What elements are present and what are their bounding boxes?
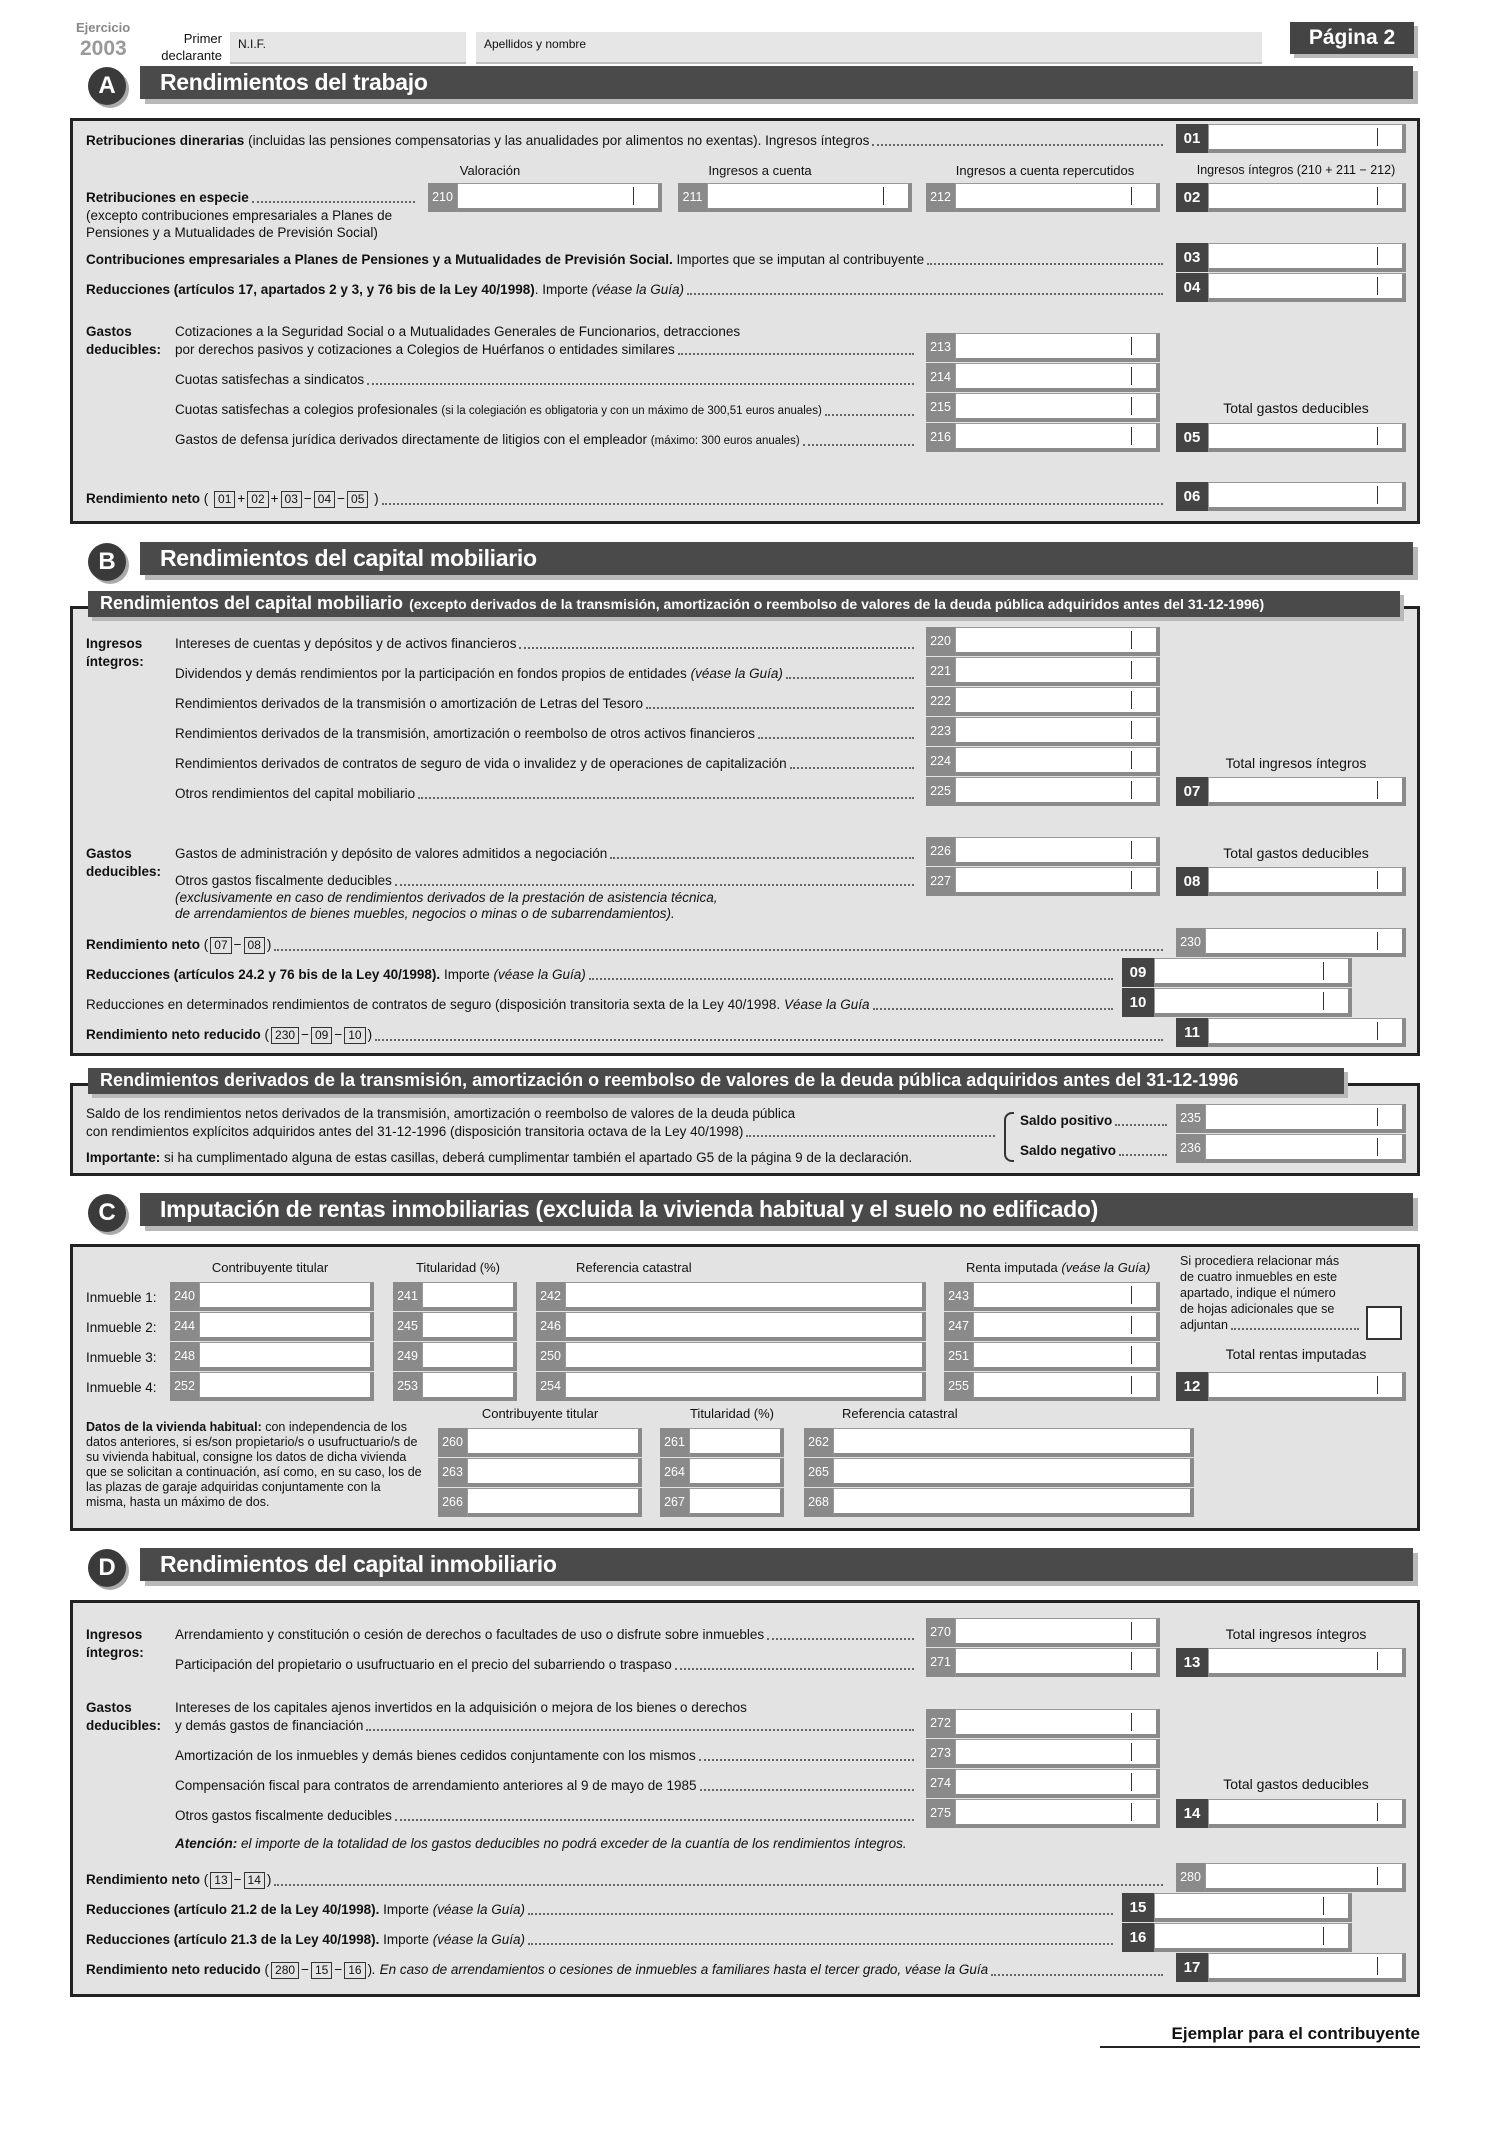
section-d-badge: D [88, 1549, 126, 1587]
viv-col-titularidad: Titularidad (%) [689, 1406, 775, 1421]
section-b-title: Rendimientos del capital mobiliario [140, 542, 1413, 575]
section-b2-subtitle: Rendimientos derivados de la transmisión, amortización o reembolso de valores de la deuda pública adquiridos antes del 31-12-1996 [88, 1068, 1344, 1094]
ingresos-b-l1: Ingresos [86, 636, 143, 651]
field-235[interactable]: 235 [1176, 1104, 1406, 1133]
ingresos-d-l2: íntegros: [86, 1645, 144, 1660]
section-c-title: Imputación de rentas inmobiliarias (excluida la vivienda habitual y el suelo no edificado) [140, 1193, 1413, 1226]
row-04-label: Reducciones (artículos 17, apartados 2 y 3, y 76 bis de la Ley 40/1998). Importe (véase la Guía) [86, 282, 1166, 298]
atencion-note: Atención: el importe de la totalidad de los gastos deducibles no podrá exceder de la cuantía de los rendimientos íntegros. [175, 1836, 907, 1851]
gastos-d-l1: Gastos [86, 1700, 132, 1715]
field-261[interactable]: 261 [660, 1428, 784, 1457]
field-11[interactable]: 11 [1176, 1018, 1406, 1047]
field-09[interactable]: 09 [1122, 958, 1352, 987]
field-268[interactable]: 268 [804, 1488, 1194, 1517]
field-226[interactable]: 226 [926, 837, 1160, 866]
row-06-label: Rendimiento neto ( 01 + 02 + 03 − 04 − 05 ) [86, 491, 1166, 508]
row-273-label: Amortización de los inmuebles y demás bienes cedidos conjuntamente con los mismos [175, 1748, 917, 1764]
field-04[interactable]: 04 [1176, 273, 1406, 302]
total-gastos-b-label: Total gastos deducibles [1223, 845, 1369, 861]
section-c-badge: C [88, 1194, 126, 1232]
total-ingresos-d-label: Total ingresos íntegros [1225, 1626, 1367, 1642]
field-224[interactable]: 224 [926, 747, 1160, 776]
row-216-label: Gastos de defensa jurídica derivados directamente de litigios con el empleador (máximo: 300 euros anuales) [175, 432, 917, 449]
gastos-a-label1: Gastos [86, 324, 132, 339]
field-12[interactable]: 12 [1176, 1372, 1406, 1401]
hojas-adicionales-input[interactable] [1366, 1306, 1402, 1340]
field-275[interactable]: 275 [926, 1799, 1160, 1828]
field-260[interactable]: 260 [438, 1428, 642, 1457]
row-09-label: Reducciones (artículos 24.2 y 76 bis de la Ley 40/1998). Importe (véase la Guía) [86, 967, 1116, 983]
c-col-renta: Renta imputada (veáse la Guía) [966, 1260, 1151, 1275]
footer-ejemplar: Ejemplar para el contribuyente [1100, 2024, 1420, 2048]
row-230-label: Rendimiento neto ( 07 − 08 ) [86, 937, 1166, 954]
field-236[interactable]: 236 [1176, 1134, 1406, 1163]
row-270-label: Arrendamiento y constitución o cesión de derechos o facultades de uso o disfrute sobre inmuebles [175, 1627, 917, 1643]
c-side-note5: adjuntan [1180, 1318, 1362, 1333]
field-262[interactable]: 262 [804, 1428, 1194, 1457]
field-267[interactable]: 267 [660, 1488, 784, 1517]
row-11-label: Rendimiento neto reducido ( 230 − 09 − 10 ) [86, 1027, 1166, 1044]
field-215[interactable]: 215 [926, 393, 1160, 422]
row-271-label: Participación del propietario o usufructuario en el precio del subarriendo o traspaso [175, 1657, 917, 1673]
row-215-label: Cuotas satisfechas a colegios profesionales (si la colegiación es obligatoria y con un máximo de 300,51 euros anuales) [175, 402, 917, 419]
inmueble-1-label: Inmueble 1: [86, 1290, 157, 1305]
field-241[interactable]: 241 [393, 1282, 517, 1311]
nif-label: N.I.F. [238, 37, 267, 51]
field-17[interactable]: 17 [1176, 1953, 1406, 1982]
field-270[interactable]: 270 [926, 1618, 1160, 1647]
ejercicio-year: 2003 [80, 37, 127, 60]
col-ingresos-cuenta: Ingresos a cuenta [708, 163, 812, 178]
ejercicio-label: Ejercicio [76, 20, 131, 35]
field-253[interactable]: 253 [393, 1372, 517, 1401]
c-col-titularidad: Titularidad (%) [415, 1260, 501, 1275]
row-213-l1: Cotizaciones a la Seguridad Social o a Mutualidades Generales de Funcionarios, detracciones [175, 324, 741, 339]
field-264[interactable]: 264 [660, 1458, 784, 1487]
ingresos-b-l2: íntegros: [86, 654, 144, 669]
c-side-note1: Si procediera relacionar más [1180, 1254, 1340, 1268]
field-214[interactable]: 214 [926, 363, 1160, 392]
c-side-note3: apartado, indique el número [1180, 1286, 1336, 1300]
field-03[interactable]: 03 [1176, 243, 1406, 272]
row-10-label: Reducciones en determinados rendimientos de contratos de seguro (disposición transitoria sexta de la Ley 40/1998. Véase la Guía [86, 997, 1116, 1013]
row-15-label: Reducciones (artículo 21.2 de la Ley 40/1998). Importe (véase la Guía) [86, 1902, 1116, 1918]
deuda-importante: Importante: si ha cumplimentado alguna de estas casillas, deberá cumplimentar también el apartado G5 de la página 9 de la declaración. [86, 1150, 913, 1165]
row-222-label: Rendimientos derivados de la transmisión o amortización de Letras del Tesoro [175, 696, 917, 712]
row-272-l1: Intereses de los capitales ajenos invertidos en la adquisición o mejora de los bienes o derechos [175, 1700, 747, 1715]
c-col-contribuyente: Contribuyente titular [211, 1260, 329, 1275]
section-b-badge: B [88, 543, 126, 581]
field-255[interactable]: 255 [944, 1372, 1160, 1401]
nif-field[interactable] [230, 32, 466, 64]
row-16-label: Reducciones (artículo 21.3 de la Ley 40/1998). Importe (véase la Guía) [86, 1932, 1116, 1948]
field-222[interactable]: 222 [926, 687, 1160, 716]
total-rentas-label: Total rentas imputadas [1225, 1346, 1367, 1362]
field-08[interactable]: 08 [1176, 867, 1406, 896]
gastos-b-l2: deducibles: [86, 864, 162, 879]
deuda-line2: con rendimientos explícitos adquiridos antes del 31-12-1996 (disposición transitoria octava de la Ley 40/1998) [86, 1124, 998, 1140]
row-especie-label: Retribuciones en especie [86, 190, 418, 206]
total-ingresos-b-label: Total ingresos íntegros [1225, 755, 1367, 771]
field-248[interactable]: 248 [170, 1342, 374, 1371]
deuda-line1: Saldo de los rendimientos netos derivados de la transmisión, amortización o reembolso de valores de la deuda pública [86, 1106, 796, 1121]
field-07[interactable]: 07 [1176, 777, 1406, 806]
field-250[interactable]: 250 [536, 1342, 926, 1371]
gastos-a-label2: deducibles: [86, 342, 162, 357]
inmueble-3-label: Inmueble 3: [86, 1350, 157, 1365]
field-240[interactable]: 240 [170, 1282, 374, 1311]
nombre-label: Apellidos y nombre [484, 37, 587, 51]
field-242[interactable]: 242 [536, 1282, 926, 1311]
row-214-label: Cuotas satisfechas a sindicatos [175, 372, 917, 388]
field-251[interactable]: 251 [944, 1342, 1160, 1371]
row-01-label: Retribuciones dinerarias (incluidas las pensiones compensatorias y las anualidades por alimentos no exentas). Ingresos íntegros [86, 133, 1166, 149]
page-number: Página 2 [1290, 22, 1414, 54]
row-221-label: Dividendos y demás rendimientos por la participación en fondos propios de entidades (véase la Guía) [175, 666, 917, 682]
gastos-b-l1: Gastos [86, 846, 132, 861]
nombre-field[interactable] [476, 32, 1262, 64]
inmueble-2-label: Inmueble 2: [86, 1320, 157, 1335]
field-244[interactable]: 244 [170, 1312, 374, 1341]
field-274[interactable]: 274 [926, 1769, 1160, 1798]
field-15[interactable]: 15 [1122, 1893, 1352, 1922]
saldo-negativo-label: Saldo negativo [1020, 1143, 1170, 1159]
field-211[interactable]: 211 [678, 183, 912, 212]
row-220-label: Intereses de cuentas y depósitos y de activos financieros [175, 636, 917, 652]
row-213-l2: por derechos pasivos y cotizaciones a Colegios de Huérfanos o entidades similares [175, 342, 917, 358]
field-16[interactable]: 16 [1122, 1923, 1352, 1952]
field-13[interactable]: 13 [1176, 1648, 1406, 1677]
total-gastos-a-label: Total gastos deducibles [1223, 400, 1369, 416]
c-side-note4: de hojas adicionales que se [1180, 1302, 1335, 1316]
row-227-note2: de arrendamientos de bienes muebles, negocios o minas o de subarrendamientos). [175, 906, 675, 921]
field-213[interactable]: 213 [926, 333, 1160, 362]
row-224-label: Rendimientos derivados de contratos de seguro de vida o invalidez y de operaciones de capitalización [175, 756, 917, 772]
field-216[interactable]: 216 [926, 423, 1160, 452]
inmueble-4-label: Inmueble 4: [86, 1380, 157, 1395]
row-225-label: Otros rendimientos del capital mobiliario [175, 786, 917, 802]
field-220[interactable]: 220 [926, 627, 1160, 656]
field-02[interactable]: 02 [1176, 183, 1406, 212]
field-273[interactable]: 273 [926, 1739, 1160, 1768]
section-b1-subtitle: Rendimientos del capital mobiliario (excepto derivados de la transmisión, amortización o reembolso de valores de la deuda pública adquiridos antes del 31-12-1996) [88, 591, 1400, 617]
row-227-note1: (exclusivamente en caso de rendimientos derivados de la prestación de asistencia técnica, [175, 890, 718, 905]
col-ingresos-repercutidos: Ingresos a cuenta repercutidos [955, 163, 1135, 178]
field-246[interactable]: 246 [536, 1312, 926, 1341]
row-especie-l3: Pensiones y a Mutualidades de Previsión Social) [86, 225, 378, 240]
field-225[interactable]: 225 [926, 777, 1160, 806]
row-03-label: Contribuciones empresariales a Planes de Pensiones y a Mutualidades de Previsión Social. Importes que se imputan al contribuyente [86, 252, 1166, 268]
row-280-label: Rendimiento neto ( 13 − 14 ) [86, 1872, 1166, 1889]
field-10[interactable]: 10 [1122, 988, 1352, 1017]
field-271[interactable]: 271 [926, 1648, 1160, 1677]
section-a-title: Rendimientos del trabajo [140, 66, 1413, 99]
field-254[interactable]: 254 [536, 1372, 926, 1401]
c-col-referencia: Referencia catastral [576, 1260, 692, 1275]
viv-col-contribuyente: Contribuyente titular [481, 1406, 599, 1421]
section-d-title: Rendimientos del capital inmobiliario [140, 1548, 1413, 1581]
col-valoracion: Valoración [459, 163, 521, 178]
col-ingresos-integros: Ingresos íntegros (210 + 211 − 212) [1196, 163, 1396, 177]
field-14[interactable]: 14 [1176, 1799, 1406, 1828]
field-280[interactable]: 280 [1176, 1863, 1406, 1892]
field-245[interactable]: 245 [393, 1312, 517, 1341]
field-05[interactable]: 05 [1176, 423, 1406, 452]
row-17-label: Rendimiento neto reducido ( 280 − 15 − 16 ). En caso de arrendamientos o cesiones de inmuebles a familiares hasta el tercer grado, véase la Guía [86, 1962, 1166, 1979]
vivienda-habitual-note: Datos de la vivienda habitual: con independencia de los datos anteriores, si es/son propietario/s o usufructuario/s de su vivienda habitual, consigne los datos de dicha vivienda que se solicitan a continuación, así como, en su caso, los de las plazas de garaje adquiridas conjuntamente con la misma, hasta un máximo de dos. [86, 1420, 422, 1509]
row-274-label: Compensación fiscal para contratos de arrendamiento anteriores al 9 de mayo de 1985 [175, 1778, 917, 1794]
section-a-badge: A [88, 67, 126, 105]
total-gastos-d-label: Total gastos deducibles [1223, 1776, 1369, 1792]
gastos-d-l2: deducibles: [86, 1718, 162, 1733]
row-275-label: Otros gastos fiscalmente deducibles [175, 1808, 917, 1824]
field-247[interactable]: 247 [944, 1312, 1160, 1341]
field-212[interactable]: 212 [926, 183, 1160, 212]
field-249[interactable]: 249 [393, 1342, 517, 1371]
field-01[interactable]: 01 [1176, 124, 1406, 153]
field-06[interactable]: 06 [1176, 482, 1406, 511]
declarante-label: Primer declarante [161, 31, 222, 63]
field-223[interactable]: 223 [926, 717, 1160, 746]
field-272[interactable]: 272 [926, 1709, 1160, 1738]
saldo-positivo-label: Saldo positivo [1020, 1113, 1170, 1129]
field-266[interactable]: 266 [438, 1488, 642, 1517]
section-a-panel [70, 118, 1420, 524]
row-227-label: Otros gastos fiscalmente deducibles [175, 873, 917, 889]
field-252[interactable]: 252 [170, 1372, 374, 1401]
field-230[interactable]: 230 [1176, 928, 1406, 957]
field-227[interactable]: 227 [926, 867, 1160, 896]
field-265[interactable]: 265 [804, 1458, 1194, 1487]
row-223-label: Rendimientos derivados de la transmisión, amortización o reembolso de otros activos financieros [175, 726, 917, 742]
field-221[interactable]: 221 [926, 657, 1160, 686]
field-243[interactable]: 243 [944, 1282, 1160, 1311]
viv-col-referencia: Referencia catastral [842, 1406, 958, 1421]
row-especie-l2: (excepto contribuciones empresariales a Planes de [86, 208, 393, 223]
saldo-brace [1004, 1112, 1014, 1162]
ingresos-d-l1: Ingresos [86, 1627, 143, 1642]
c-side-note2: de cuatro inmuebles en este [1180, 1270, 1338, 1284]
row-272-l2: y demás gastos de financiación [175, 1718, 917, 1734]
row-226-label: Gastos de administración y depósito de valores admitidos a negociación [175, 846, 917, 862]
field-263[interactable]: 263 [438, 1458, 642, 1487]
field-210[interactable]: 210 [428, 183, 662, 212]
